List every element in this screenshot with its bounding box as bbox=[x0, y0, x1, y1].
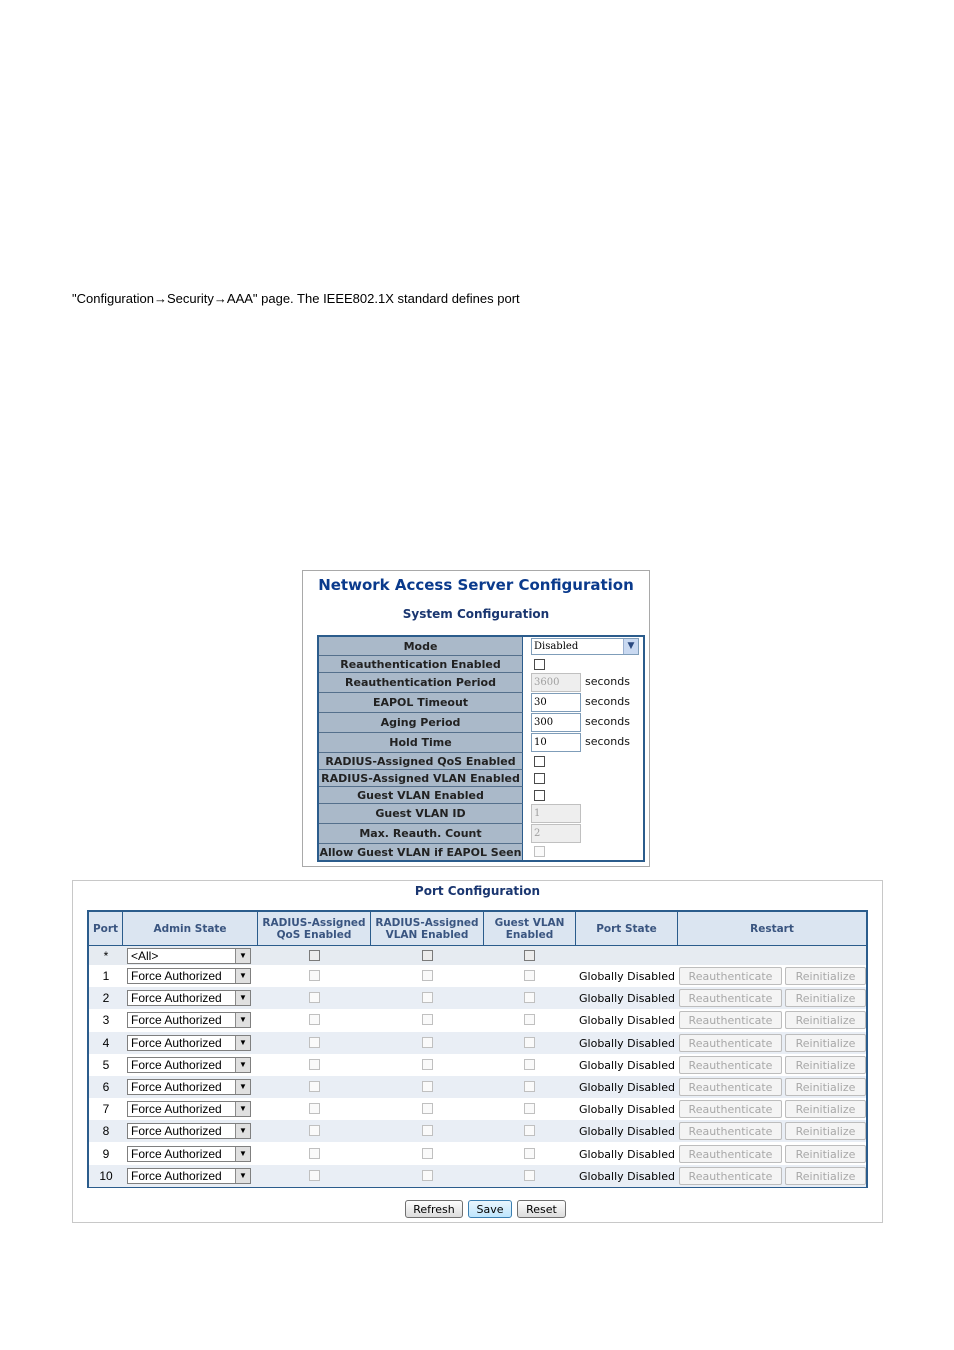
admin-state-select[interactable] bbox=[127, 1168, 251, 1184]
chevron-down-icon[interactable]: ▼ bbox=[235, 1169, 250, 1183]
admin-state-select[interactable] bbox=[127, 1146, 251, 1162]
radius-vlan-checkbox bbox=[422, 1125, 433, 1136]
radius-qos-checkbox[interactable] bbox=[534, 756, 545, 767]
header-radius-vlan: RADIUS-Assigned VLAN Enabled bbox=[371, 912, 484, 946]
mode-row bbox=[319, 637, 643, 656]
admin-state-value: Force Authorized bbox=[131, 1147, 222, 1161]
port-number: 4 bbox=[102, 1036, 110, 1050]
aging-period-unit: seconds bbox=[585, 715, 630, 728]
port-state: Globally Disabled bbox=[579, 1013, 675, 1027]
table-row bbox=[89, 1009, 866, 1031]
max-reauth-label: Max. Reauth. Count bbox=[319, 824, 523, 844]
reauth-period-input: 3600 bbox=[531, 673, 581, 692]
port-number: * bbox=[103, 948, 109, 963]
radius-qos-checkbox bbox=[309, 1059, 320, 1070]
radius-vlan-label: RADIUS-Assigned VLAN Enabled bbox=[319, 770, 523, 787]
eapol-timeout-unit: seconds bbox=[585, 695, 630, 708]
guest-vlan-enabled-row bbox=[319, 787, 643, 804]
aging-period-row bbox=[319, 713, 643, 733]
reinitialize-button: Reinitialize bbox=[785, 1145, 866, 1163]
admin-state-select[interactable] bbox=[127, 990, 251, 1006]
admin-state-value: Force Authorized bbox=[131, 969, 222, 983]
reinitialize-button: Reinitialize bbox=[785, 1011, 866, 1029]
port-state: Globally Disabled bbox=[579, 1058, 675, 1072]
eapol-timeout-input[interactable]: 30 bbox=[531, 693, 581, 712]
intro-text: "Configuration→Security→AAA" page. The IEEE802.1X standard defines port bbox=[72, 291, 520, 306]
allow-guest-label: Allow Guest VLAN if EAPOL Seen bbox=[319, 845, 522, 859]
eapol-timeout-row bbox=[319, 693, 643, 713]
chevron-down-icon[interactable]: ▼ bbox=[235, 1013, 250, 1027]
port-state: Globally Disabled bbox=[579, 991, 675, 1005]
port-number: 1 bbox=[102, 969, 110, 983]
header-admin-state: Admin State bbox=[123, 912, 258, 946]
table-row bbox=[89, 1143, 866, 1165]
page-title: Network Access Server Configuration bbox=[318, 576, 634, 594]
radius-vlan-checkbox[interactable] bbox=[534, 773, 545, 784]
admin-state-value: Force Authorized bbox=[131, 1124, 222, 1138]
eapol-timeout-label: EAPOL Timeout bbox=[319, 693, 523, 713]
guest-vlan-checkbox bbox=[524, 1081, 535, 1092]
table-row bbox=[89, 1098, 866, 1120]
radius-qos-checkbox bbox=[309, 992, 320, 1003]
port-state: Globally Disabled bbox=[579, 969, 675, 983]
port-config-panel bbox=[72, 880, 883, 1223]
mode-label: Mode bbox=[319, 637, 523, 656]
chevron-down-icon[interactable]: ▼ bbox=[235, 1080, 250, 1094]
admin-state-select[interactable] bbox=[127, 968, 251, 984]
radius-qos-checkbox bbox=[309, 1125, 320, 1136]
admin-state-all-value: <All> bbox=[131, 949, 159, 963]
guest-vlan-checkbox bbox=[524, 1037, 535, 1048]
port-state: Globally Disabled bbox=[579, 1147, 675, 1161]
port-number: 6 bbox=[102, 1080, 110, 1094]
port-number: 10 bbox=[99, 1169, 113, 1183]
port-number: 8 bbox=[102, 1124, 110, 1138]
port-config-table bbox=[87, 910, 868, 1188]
admin-state-select[interactable] bbox=[127, 1057, 251, 1073]
guest-vlan-id-input: 1 bbox=[531, 804, 581, 823]
radius-qos-checkbox bbox=[309, 970, 320, 981]
admin-state-value: Force Authorized bbox=[131, 1036, 222, 1050]
port-number: 9 bbox=[102, 1147, 110, 1161]
radius-vlan-checkbox bbox=[422, 1148, 433, 1159]
reauth-enabled-row bbox=[319, 656, 643, 673]
port-number: 2 bbox=[102, 991, 110, 1005]
radius-vlan-checkbox bbox=[422, 1037, 433, 1048]
reauth-period-row bbox=[319, 673, 643, 693]
header-port-state: Port State bbox=[576, 912, 678, 946]
guest-vlan-id-label: Guest VLAN ID bbox=[319, 804, 523, 824]
table-row bbox=[89, 1032, 866, 1054]
port-state: Globally Disabled bbox=[579, 1102, 675, 1116]
radius-vlan-row bbox=[319, 770, 643, 787]
allow-guest-checkbox bbox=[534, 846, 545, 857]
max-reauth-row bbox=[319, 824, 643, 844]
admin-state-select[interactable] bbox=[127, 1123, 251, 1139]
header-restart: Restart bbox=[678, 912, 866, 946]
reauthenticate-button: Reauthenticate bbox=[679, 1167, 782, 1185]
chevron-down-icon[interactable]: ▼ bbox=[235, 1036, 250, 1050]
reinitialize-button: Reinitialize bbox=[785, 1056, 866, 1074]
table-row bbox=[89, 987, 866, 1009]
radius-qos-checkbox bbox=[309, 1014, 320, 1025]
admin-state-value: Force Authorized bbox=[131, 1013, 222, 1027]
radius-qos-checkbox bbox=[309, 1103, 320, 1114]
reauth-enabled-checkbox[interactable] bbox=[534, 659, 545, 670]
guest-vlan-checkbox bbox=[524, 1059, 535, 1070]
reauthenticate-button: Reauthenticate bbox=[679, 1100, 782, 1118]
admin-state-select[interactable] bbox=[127, 1079, 251, 1095]
allow-guest-row bbox=[319, 844, 643, 860]
save-button[interactable]: Save bbox=[468, 1200, 512, 1218]
hold-time-label: Hold Time bbox=[319, 733, 523, 753]
guest-vlan-checkbox bbox=[524, 1170, 535, 1181]
reauthenticate-button: Reauthenticate bbox=[679, 1056, 782, 1074]
admin-state-all-select[interactable] bbox=[127, 948, 251, 964]
port-number: 3 bbox=[102, 1013, 110, 1027]
radius-qos-checkbox bbox=[309, 1037, 320, 1048]
reauthenticate-button: Reauthenticate bbox=[679, 967, 782, 985]
radius-vlan-checkbox bbox=[422, 1059, 433, 1070]
radius-qos-checkbox bbox=[309, 1081, 320, 1092]
reauthenticate-button: Reauthenticate bbox=[679, 1078, 782, 1096]
table-row bbox=[89, 1165, 866, 1187]
chevron-down-icon[interactable]: ▼ bbox=[235, 1102, 250, 1116]
reinitialize-button: Reinitialize bbox=[785, 1034, 866, 1052]
hold-time-unit: seconds bbox=[585, 735, 630, 748]
radius-vlan-checkbox bbox=[422, 970, 433, 981]
radius-qos-checkbox bbox=[309, 1148, 320, 1159]
admin-state-select[interactable] bbox=[127, 1101, 251, 1117]
header-guest-vlan: Guest VLAN Enabled bbox=[484, 912, 576, 946]
chevron-down-icon[interactable]: ▼ bbox=[235, 949, 250, 963]
chevron-down-icon[interactable]: ▼ bbox=[235, 991, 250, 1005]
guest-vlan-all-checkbox[interactable] bbox=[524, 950, 535, 961]
reauthenticate-button: Reauthenticate bbox=[679, 1034, 782, 1052]
header-radius-qos: RADIUS-Assigned QoS Enabled bbox=[258, 912, 371, 946]
reauth-enabled-label: Reauthentication Enabled bbox=[319, 656, 523, 673]
port-state: Globally Disabled bbox=[579, 1124, 675, 1138]
guest-vlan-enabled-checkbox[interactable] bbox=[534, 790, 545, 801]
chevron-down-icon[interactable]: ▼ bbox=[235, 969, 250, 983]
table-row bbox=[89, 1076, 866, 1098]
radius-qos-all-checkbox[interactable] bbox=[309, 950, 320, 961]
chevron-down-icon[interactable]: ▼ bbox=[235, 1058, 250, 1072]
table-row-all bbox=[89, 946, 866, 965]
reauthenticate-button: Reauthenticate bbox=[679, 1145, 782, 1163]
guest-vlan-checkbox bbox=[524, 1014, 535, 1025]
chevron-down-icon[interactable]: ▼ bbox=[235, 1147, 250, 1161]
reauth-period-label: Reauthentication Period bbox=[319, 673, 523, 693]
reauthenticate-button: Reauthenticate bbox=[679, 989, 782, 1007]
table-row bbox=[89, 1120, 866, 1142]
radius-vlan-checkbox bbox=[422, 992, 433, 1003]
admin-state-value: Force Authorized bbox=[131, 991, 222, 1005]
reinitialize-button: Reinitialize bbox=[785, 967, 866, 985]
reauthenticate-button: Reauthenticate bbox=[679, 1122, 782, 1140]
radius-vlan-all-checkbox[interactable] bbox=[422, 950, 433, 961]
hold-time-input[interactable]: 10 bbox=[531, 733, 581, 752]
admin-state-select[interactable] bbox=[127, 1012, 251, 1028]
admin-state-value: Force Authorized bbox=[131, 1058, 222, 1072]
guest-vlan-checkbox bbox=[524, 1148, 535, 1159]
reinitialize-button: Reinitialize bbox=[785, 1078, 866, 1096]
port-state: Globally Disabled bbox=[579, 1036, 675, 1050]
guest-vlan-checkbox bbox=[524, 1125, 535, 1136]
radius-qos-row bbox=[319, 753, 643, 770]
max-reauth-input: 2 bbox=[531, 824, 581, 843]
aging-period-input[interactable]: 300 bbox=[531, 713, 581, 732]
reinitialize-button: Reinitialize bbox=[785, 1167, 866, 1185]
aging-period-label: Aging Period bbox=[319, 713, 523, 733]
header-port: Port bbox=[89, 912, 123, 946]
radius-vlan-checkbox bbox=[422, 1081, 433, 1092]
guest-vlan-checkbox bbox=[524, 992, 535, 1003]
port-state: Globally Disabled bbox=[579, 1169, 675, 1183]
table-row bbox=[89, 1054, 866, 1076]
reinitialize-button: Reinitialize bbox=[785, 989, 866, 1007]
hold-time-row bbox=[319, 733, 643, 753]
radius-qos-label: RADIUS-Assigned QoS Enabled bbox=[319, 753, 523, 770]
mode-value: Disabled bbox=[534, 641, 579, 652]
radius-vlan-checkbox bbox=[422, 1014, 433, 1025]
admin-state-value: Force Authorized bbox=[131, 1102, 222, 1116]
admin-state-value: Force Authorized bbox=[131, 1080, 222, 1094]
reauthenticate-button: Reauthenticate bbox=[679, 1011, 782, 1029]
table-row bbox=[89, 965, 866, 987]
radius-vlan-checkbox bbox=[422, 1170, 433, 1181]
chevron-down-icon[interactable]: ▼ bbox=[623, 639, 638, 654]
port-config-heading: Port Configuration bbox=[414, 884, 541, 898]
system-config-heading: System Configuration bbox=[402, 607, 550, 621]
port-number: 7 bbox=[102, 1102, 110, 1116]
port-state: Globally Disabled bbox=[579, 1080, 675, 1094]
chevron-down-icon[interactable]: ▼ bbox=[235, 1124, 250, 1138]
reinitialize-button: Reinitialize bbox=[785, 1122, 866, 1140]
admin-state-value: Force Authorized bbox=[131, 1169, 222, 1183]
guest-vlan-checkbox bbox=[524, 970, 535, 981]
guest-vlan-checkbox bbox=[524, 1103, 535, 1114]
reauth-period-unit: seconds bbox=[585, 675, 630, 688]
guest-vlan-enabled-label: Guest VLAN Enabled bbox=[319, 787, 523, 804]
port-number: 5 bbox=[102, 1058, 110, 1072]
admin-state-select[interactable] bbox=[127, 1035, 251, 1051]
radius-vlan-checkbox bbox=[422, 1103, 433, 1114]
system-config-table bbox=[317, 635, 645, 862]
radius-qos-checkbox bbox=[309, 1170, 320, 1181]
guest-vlan-id-row bbox=[319, 804, 643, 824]
system-config-panel bbox=[302, 570, 650, 867]
refresh-button[interactable]: Refresh bbox=[405, 1200, 463, 1218]
reset-button[interactable]: Reset bbox=[517, 1200, 566, 1218]
mode-select[interactable] bbox=[531, 638, 639, 655]
reinitialize-button: Reinitialize bbox=[785, 1100, 866, 1118]
